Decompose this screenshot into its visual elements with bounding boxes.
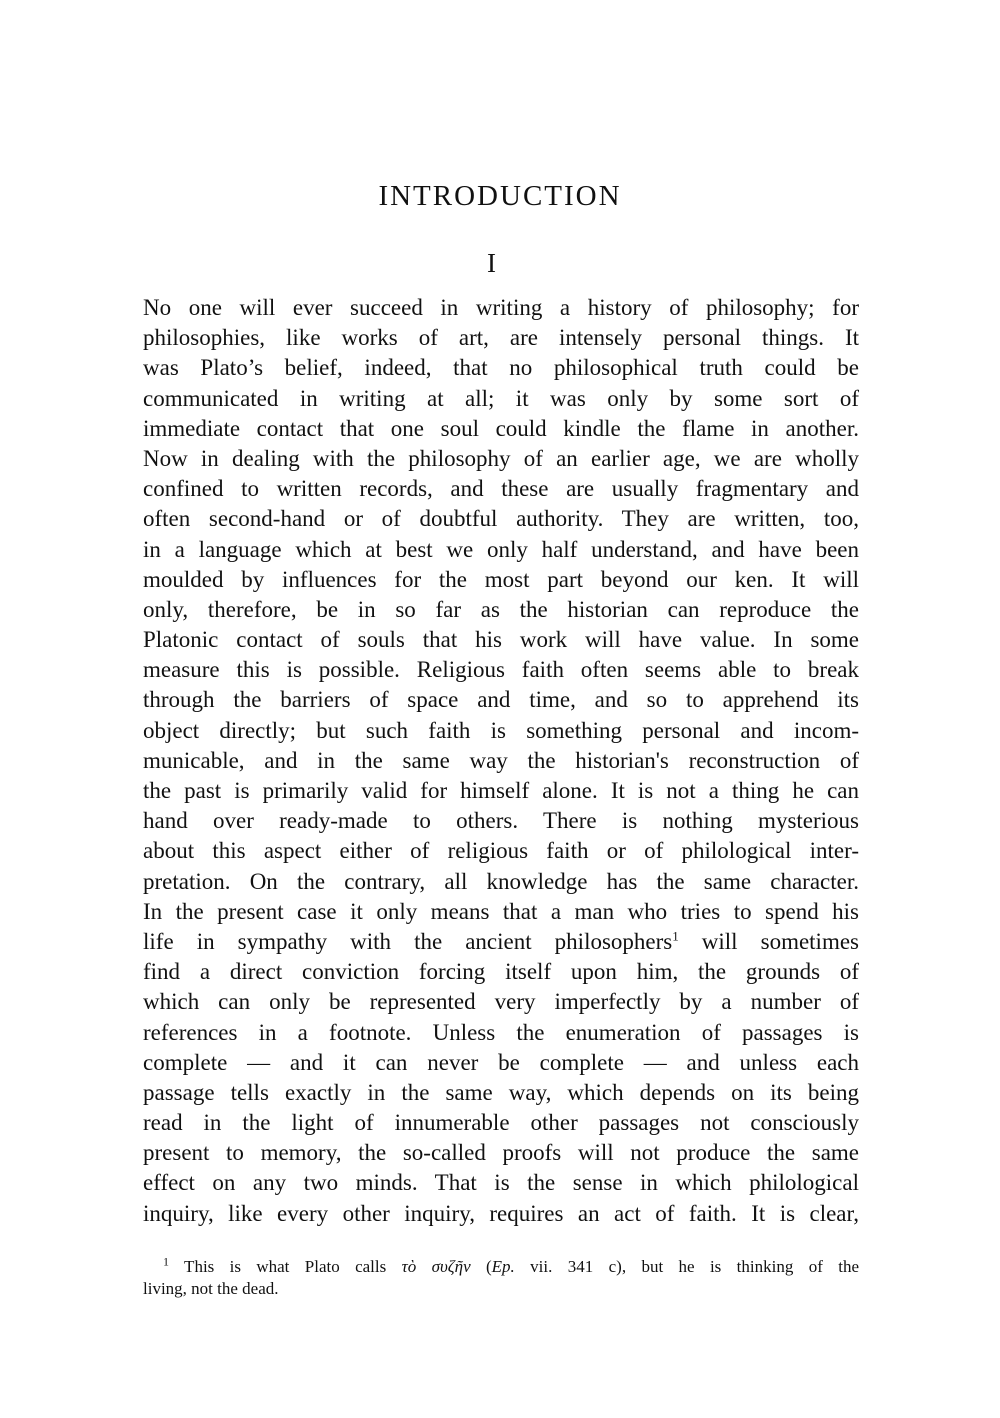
text-segment: will sometimes — [678, 928, 859, 954]
text-segment: life in sympathy with the ancient philosophers — [143, 928, 673, 954]
text-line: present to memory, the so-called proofs will not produce the same — [143, 1140, 859, 1166]
footnote-text: vii. 341 c), but he is thinking of the — [514, 1257, 859, 1276]
text-line: philosophies, like works of art, are intensely personal things. It — [143, 325, 859, 351]
footnote-greek: τὸ συζῆν — [401, 1257, 471, 1276]
body-paragraph — [143, 293, 859, 1229]
footnote-reference: 1 — [672, 928, 679, 944]
text-line: references in a footnote. Unless the enumeration of passages is — [143, 1019, 859, 1045]
footnote-text: ( — [470, 1257, 492, 1276]
text-line: inquiry, like every other inquiry, requires an act of faith. It is clear, — [143, 1200, 859, 1226]
footnote-citation: Ep. — [491, 1257, 515, 1276]
footnote-line — [143, 1256, 859, 1278]
text-line: about this aspect either of religious faith or of philological inter- — [143, 838, 859, 864]
text-line: measure this is possible. Religious faith often seems able to break — [143, 657, 859, 683]
text-line: In the present case it only means that a man who tries to spend his — [143, 898, 859, 924]
text-line: find a direct conviction forcing itself upon him, the grounds of — [143, 959, 859, 985]
text-line: Platonic contact of souls that his work will have value. In some — [143, 627, 859, 653]
footnote-line: living, not the dead. — [143, 1279, 279, 1298]
text-line: moulded by influences for the most part beyond our ken. It will — [143, 566, 859, 592]
text-line: confined to written records, and these are usually fragmentary and — [143, 476, 859, 502]
text-line: Now in dealing with the philosophy of an earlier age, we are wholly — [143, 445, 859, 471]
text-line: hand over ready-made to others. There is nothing mysterious — [143, 808, 859, 834]
footnote-text: This is what Plato calls — [169, 1257, 402, 1276]
text-line: complete — and it can never be complete — and unless each — [143, 1049, 859, 1075]
text-line: the past is primarily valid for himself alone. It is not a thing he can — [143, 778, 859, 803]
text-line: municable, and in the same way the historian's reconstruction of — [143, 747, 859, 773]
text-line: No one will ever succeed in writing a history of philosophy; for — [143, 295, 859, 320]
text-line: passage tells exactly in the same way, which depends on its being — [143, 1079, 859, 1105]
text-line: immediate contact that one soul could kindle the flame in another. — [143, 415, 859, 441]
text-line: often second-hand or of doubtful authority. They are written, too, — [143, 506, 859, 532]
text-line: only, therefore, be in so far as the historian can reproduce the — [143, 596, 859, 622]
text-line: which can only be represented very imperfectly by a number of — [143, 989, 859, 1015]
text-line: read in the light of innumerable other passages not consciously — [143, 1110, 859, 1136]
footnote — [143, 1256, 859, 1300]
section-number: I — [487, 248, 496, 278]
text-line: communicated in writing at all; it was only by some sort of — [143, 385, 859, 411]
text-line-with-footnote-ref — [143, 927, 859, 957]
text-line: object directly; but such faith is something personal and incom- — [143, 717, 859, 743]
footnote-marker: 1 — [163, 1254, 169, 1269]
chapter-title: INTRODUCTION — [378, 180, 622, 212]
text-line: effect on any two minds. That is the sense in which philological — [143, 1170, 859, 1196]
text-line: pretation. On the contrary, all knowledge has the same character. — [143, 868, 859, 894]
text-line: through the barriers of space and time, and so to apprehend its — [143, 687, 859, 713]
text-line: was Plato’s belief, indeed, that no philosophical truth could be — [143, 355, 859, 381]
text-line: in a language which at best we only half understand, and have been — [143, 536, 859, 562]
